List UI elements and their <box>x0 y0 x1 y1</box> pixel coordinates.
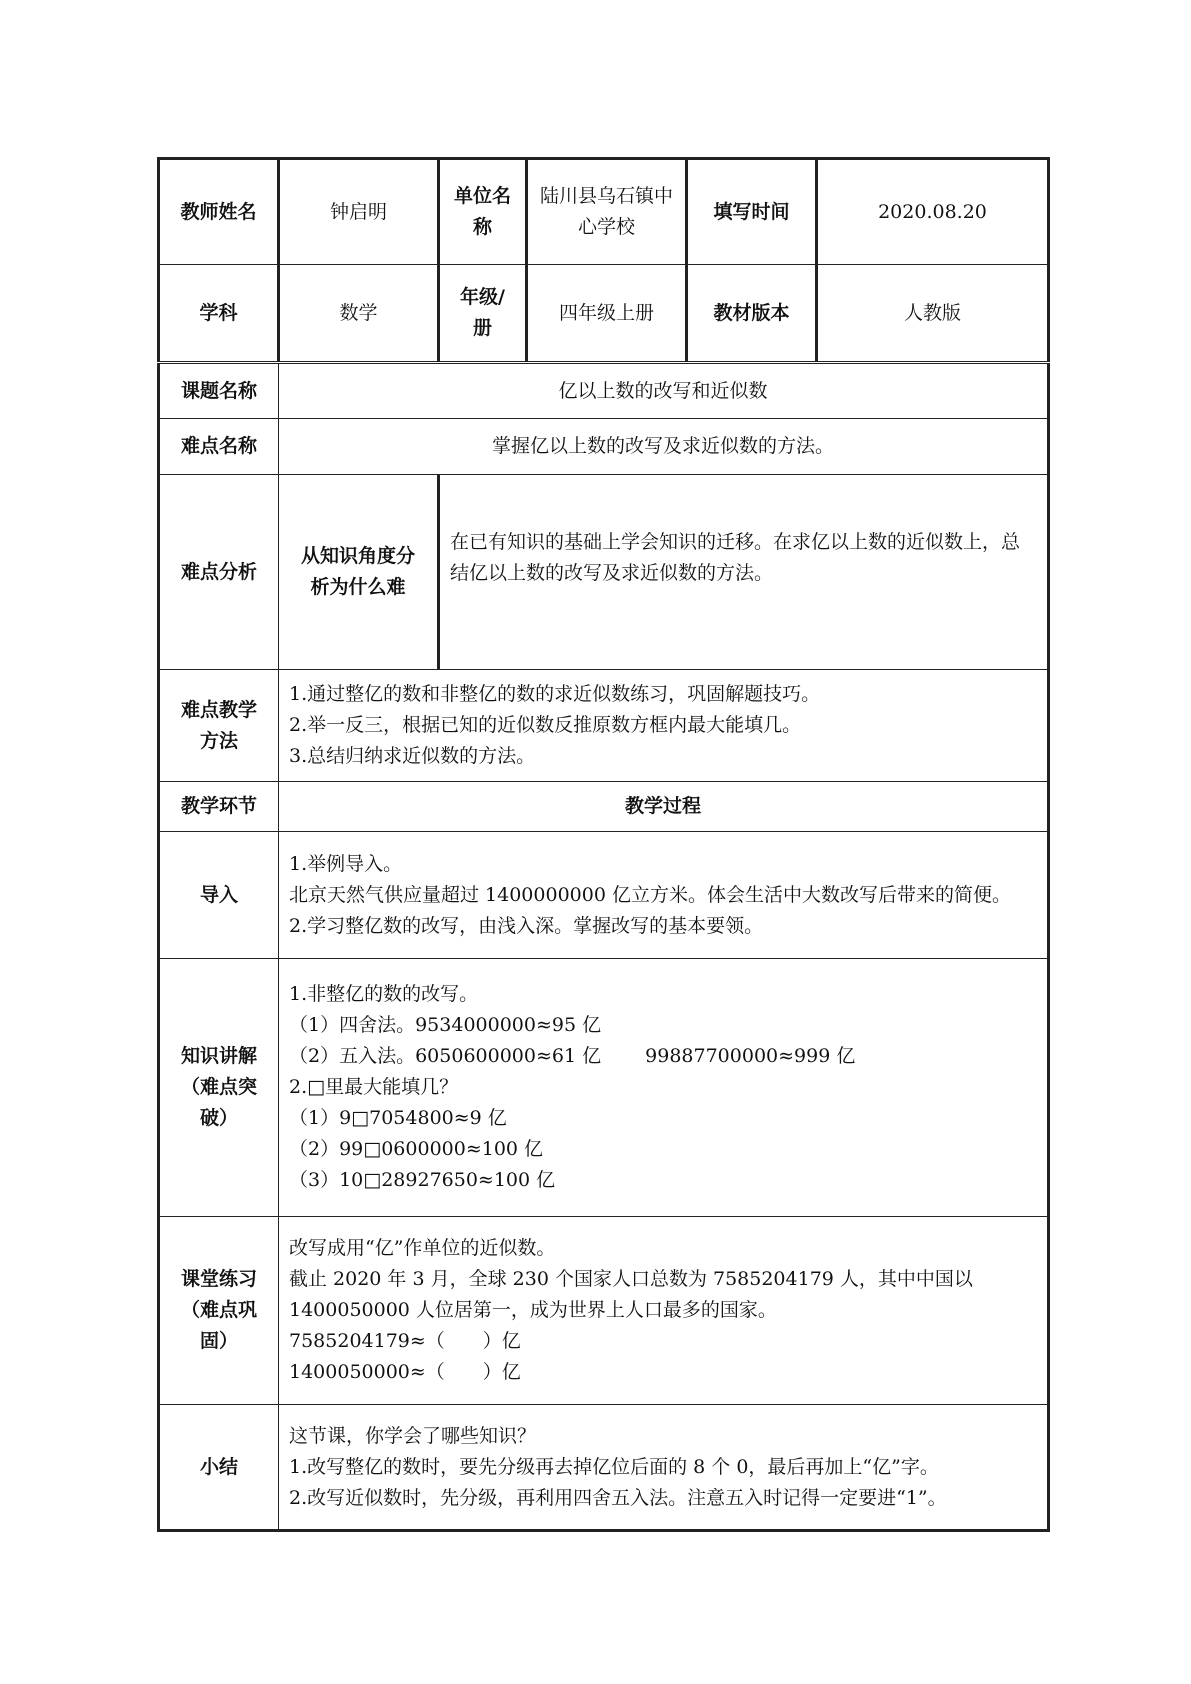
teacher-label: 教师姓名 <box>159 159 279 265</box>
difficulty-row <box>159 419 1049 475</box>
knowledge-label: 知识讲解（难点突破） <box>159 959 279 1217</box>
analysis-row <box>159 475 1049 670</box>
knowledge-content <box>279 959 1049 1217</box>
edition-label: 教材版本 <box>687 265 817 363</box>
summary-line: 2.改写近似数时，先分级，再利用四舍五入法。注意五入时记得一定要进“1”。 <box>289 1486 947 1509</box>
lesson-plan-sheet <box>157 157 1047 1532</box>
date-label: 填写时间 <box>687 159 817 265</box>
header-row-2 <box>159 265 1049 363</box>
knowledge-line: （1）四舍法。9534000000≈95 亿 <box>289 1014 602 1036</box>
summary-label: 小结 <box>159 1405 279 1531</box>
knowledge-line: 1.非整亿的数的改写。 <box>289 983 479 1005</box>
knowledge-line: （2）99□0600000≈100 亿 <box>289 1138 544 1160</box>
method-line: 3.总结归纳求近似数的方法。 <box>289 745 536 767</box>
practice-line: 改写成用“亿”作单位的近似数。 <box>289 1237 556 1259</box>
subject-value: 数学 <box>279 265 439 363</box>
summary-content <box>279 1405 1049 1531</box>
knowledge-line: （2）五入法。6050600000≈61 亿 99887700000≈999 亿 <box>289 1045 856 1067</box>
grade-value: 四年级上册 <box>527 265 687 363</box>
date-value: 2020.08.20 <box>817 159 1049 265</box>
process-title: 教学过程 <box>279 782 1049 832</box>
method-row <box>159 670 1049 782</box>
practice-line: 7585204179≈（ ）亿 <box>289 1330 521 1352</box>
intro-row <box>159 832 1049 959</box>
topic-row <box>159 363 1049 419</box>
knowledge-row <box>159 959 1049 1217</box>
practice-line: 截止 2020 年 3 月，全球 230 个国家人口总数为 7585204179 人，其中中国以 1400050000 人位居第一，成为世界上人口最多的国家。 <box>289 1268 973 1321</box>
grade-label: 年级/册 <box>439 265 527 363</box>
process-header-row <box>159 782 1049 832</box>
intro-line: 2.学习整亿数的改写，由浅入深。掌握改写的基本要领。 <box>289 914 764 937</box>
subject-label: 学科 <box>159 265 279 363</box>
practice-label: 课堂练习（难点巩固） <box>159 1217 279 1405</box>
topic-label: 课题名称 <box>159 363 279 419</box>
intro-content <box>279 832 1049 959</box>
unit-value: 陆川县乌石镇中心学校 <box>527 159 687 265</box>
summary-line: 这节课，你学会了哪些知识？ <box>289 1424 537 1447</box>
summary-line: 1.改写整亿的数时，要先分级再去掉亿位后面的 8 个 0，最后再加上“亿”字。 <box>289 1455 939 1478</box>
analysis-text: 在已有知识的基础上学会知识的迁移。在求亿以上数的近似数上，总结亿以上数的改写及求近似数的方法。 <box>439 475 1049 670</box>
edition-value: 人教版 <box>817 265 1049 363</box>
method-line: 2.举一反三，根据已知的近似数反推原数方框内最大能填几。 <box>289 714 802 736</box>
practice-line: 1400050000≈（ ）亿 <box>289 1361 521 1383</box>
summary-row <box>159 1405 1049 1531</box>
topic-value: 亿以上数的改写和近似数 <box>279 363 1049 419</box>
knowledge-line: 2.□里最大能填几？ <box>289 1076 459 1098</box>
method-content <box>279 670 1049 782</box>
header-row-1 <box>159 159 1049 265</box>
analysis-sub-label: 从知识角度分析为什么难 <box>279 475 439 670</box>
knowledge-line: （1）9□7054800≈9 亿 <box>289 1107 507 1129</box>
practice-content <box>279 1217 1049 1405</box>
teacher-value: 钟启明 <box>279 159 439 265</box>
method-label: 难点教学方法 <box>159 670 279 782</box>
unit-label: 单位名称 <box>439 159 527 265</box>
intro-label: 导入 <box>159 832 279 959</box>
difficulty-label: 难点名称 <box>159 419 279 475</box>
lesson-plan-table <box>157 157 1050 1532</box>
method-line: 1.通过整亿的数和非整亿的数的求近似数练习，巩固解题技巧。 <box>289 683 821 705</box>
process-label: 教学环节 <box>159 782 279 832</box>
intro-line: 1.举例导入。 <box>289 852 403 875</box>
practice-row <box>159 1217 1049 1405</box>
intro-line: 北京天然气供应量超过 1400000000 亿立方米。体会生活中大数改写后带来的简便。 <box>289 883 1011 906</box>
knowledge-line: （3）10□28927650≈100 亿 <box>289 1169 556 1191</box>
difficulty-value: 掌握亿以上数的改写及求近似数的方法。 <box>279 419 1049 475</box>
analysis-label: 难点分析 <box>159 475 279 670</box>
